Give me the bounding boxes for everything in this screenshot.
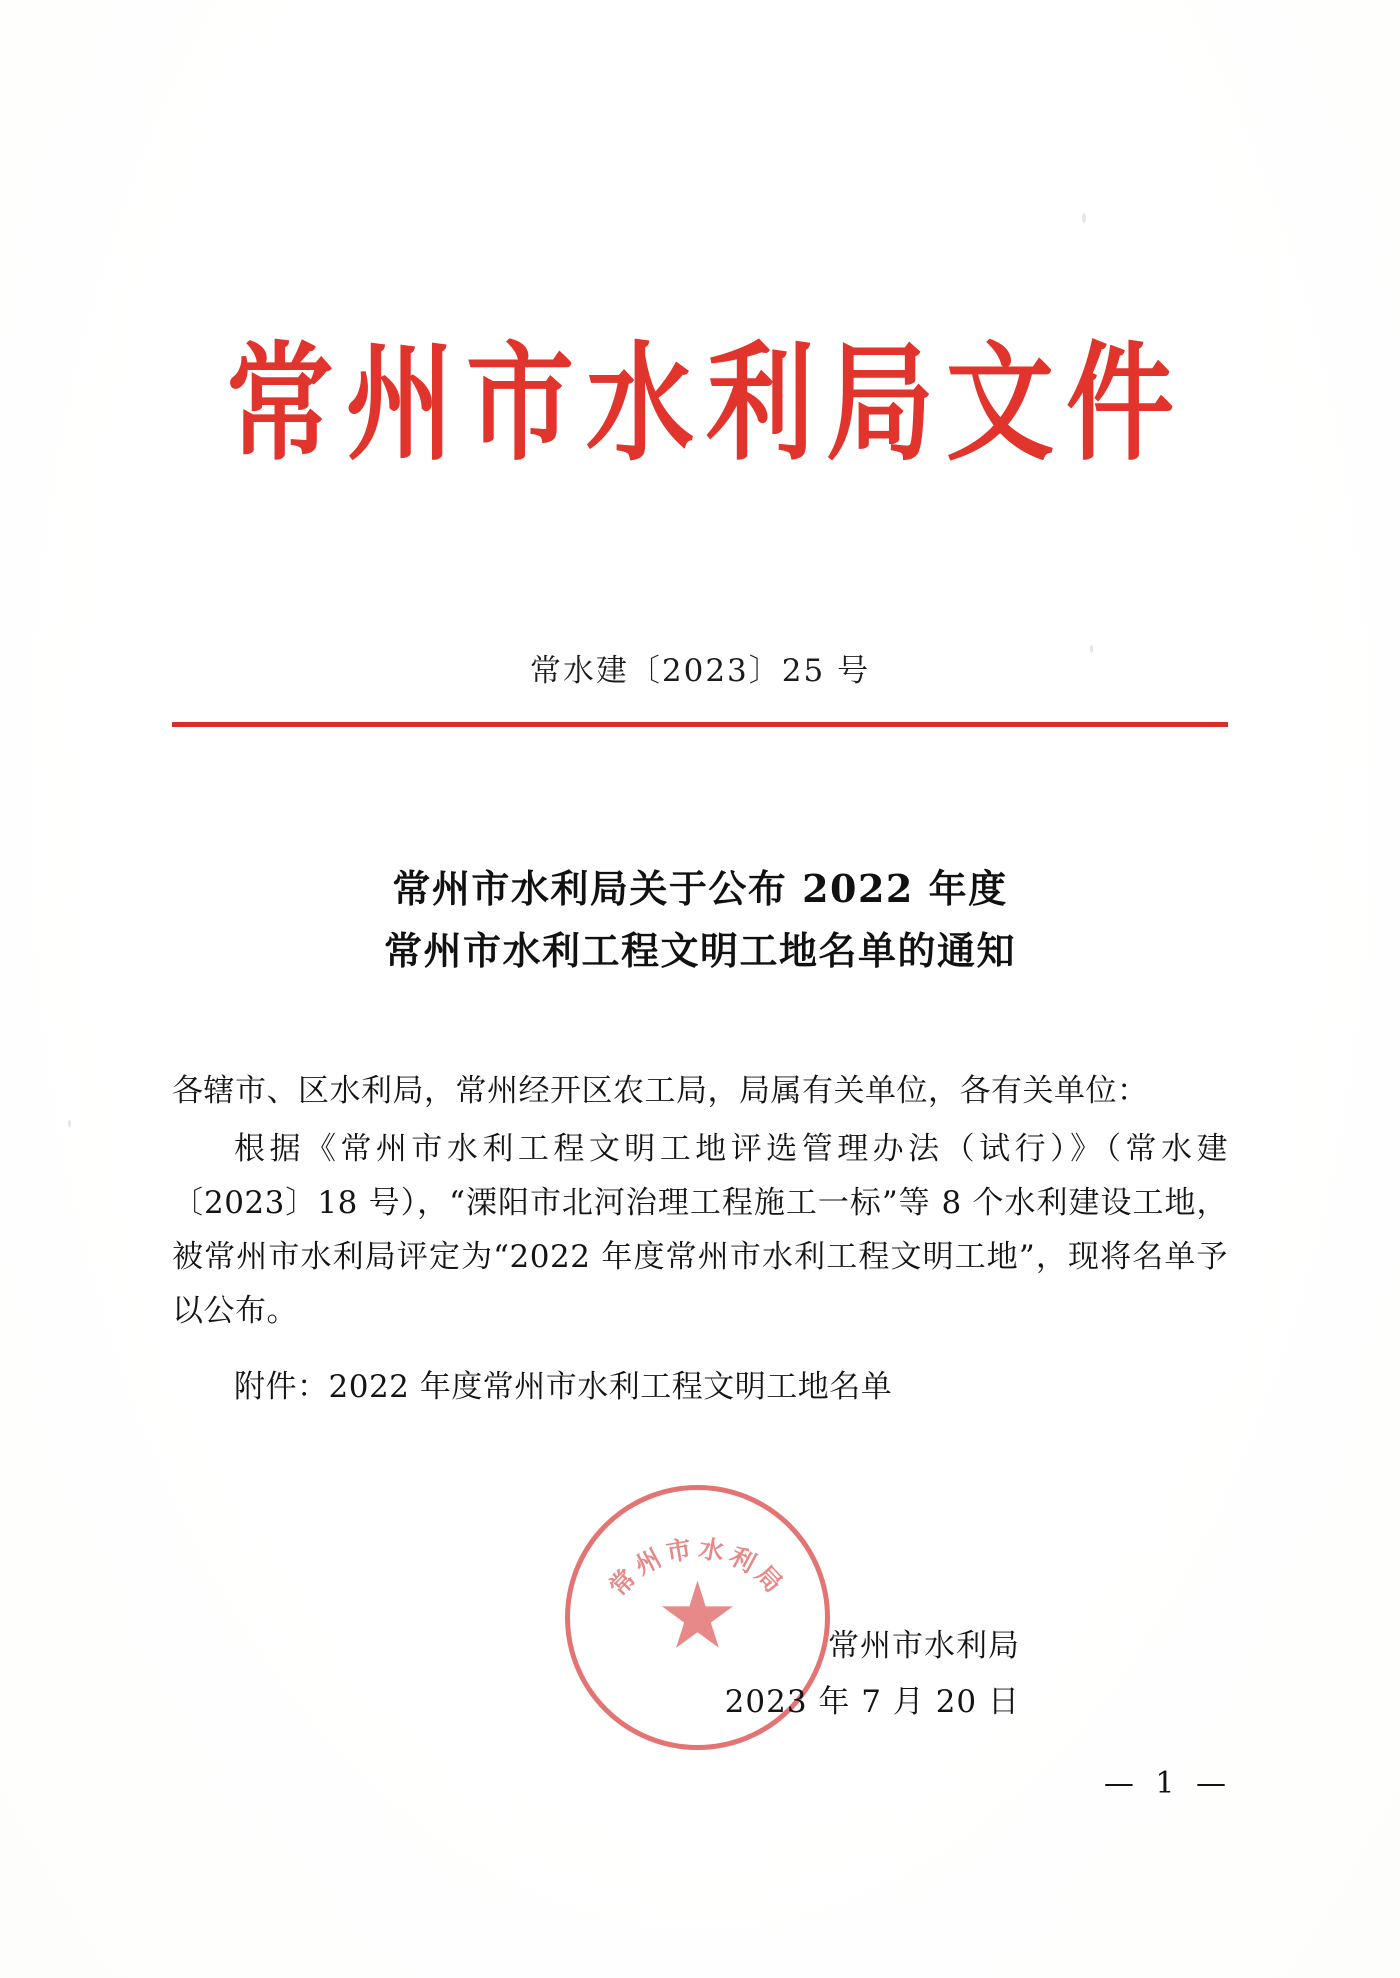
body-salutation: 各辖市、区水利局，常州经开区农工局，局属有关单位，各有关单位： <box>172 1073 1149 1109</box>
signature-date: 2023 年 7 月 20 日 <box>724 1684 1020 1721</box>
document-title-line-2: 常州市水利工程文明工地名单的通知 <box>383 927 1016 973</box>
red-separator-rule <box>172 722 1228 727</box>
document-title-line-1: 常州市水利局关于公布 2022 年度 <box>392 866 1008 911</box>
signature-block <box>0 1618 1020 1731</box>
document-number: 常水建〔2023〕25 号 <box>529 653 871 689</box>
page-number: — 1 — <box>1103 1766 1232 1801</box>
signature-issuer: 常州市水利局 <box>828 1628 1020 1664</box>
document-title <box>170 858 1230 981</box>
scan-speck <box>68 1120 71 1127</box>
document-body <box>172 1065 1228 1419</box>
body-paragraph-1: 根据《常州市水利工程文明工地评选管理办法（试行）》（常水建〔2023〕18 号），“溧阳市北河治理工程施工一标”等 8 个水利建设工地，被常州市水利局评定为“2022 年度常州市水利工程文明工地”，现将名单予以公布。 <box>172 1130 1228 1329</box>
scan-speck <box>1082 213 1086 223</box>
svg-text:常州市水利局: 常州市水利局 <box>603 1533 792 1602</box>
masthead-title: 常州市水利局文件 <box>225 329 1186 479</box>
masthead <box>0 329 1400 479</box>
body-attachment-line: 附件：2022 年度常州市水利工程文明工地名单 <box>234 1368 893 1405</box>
